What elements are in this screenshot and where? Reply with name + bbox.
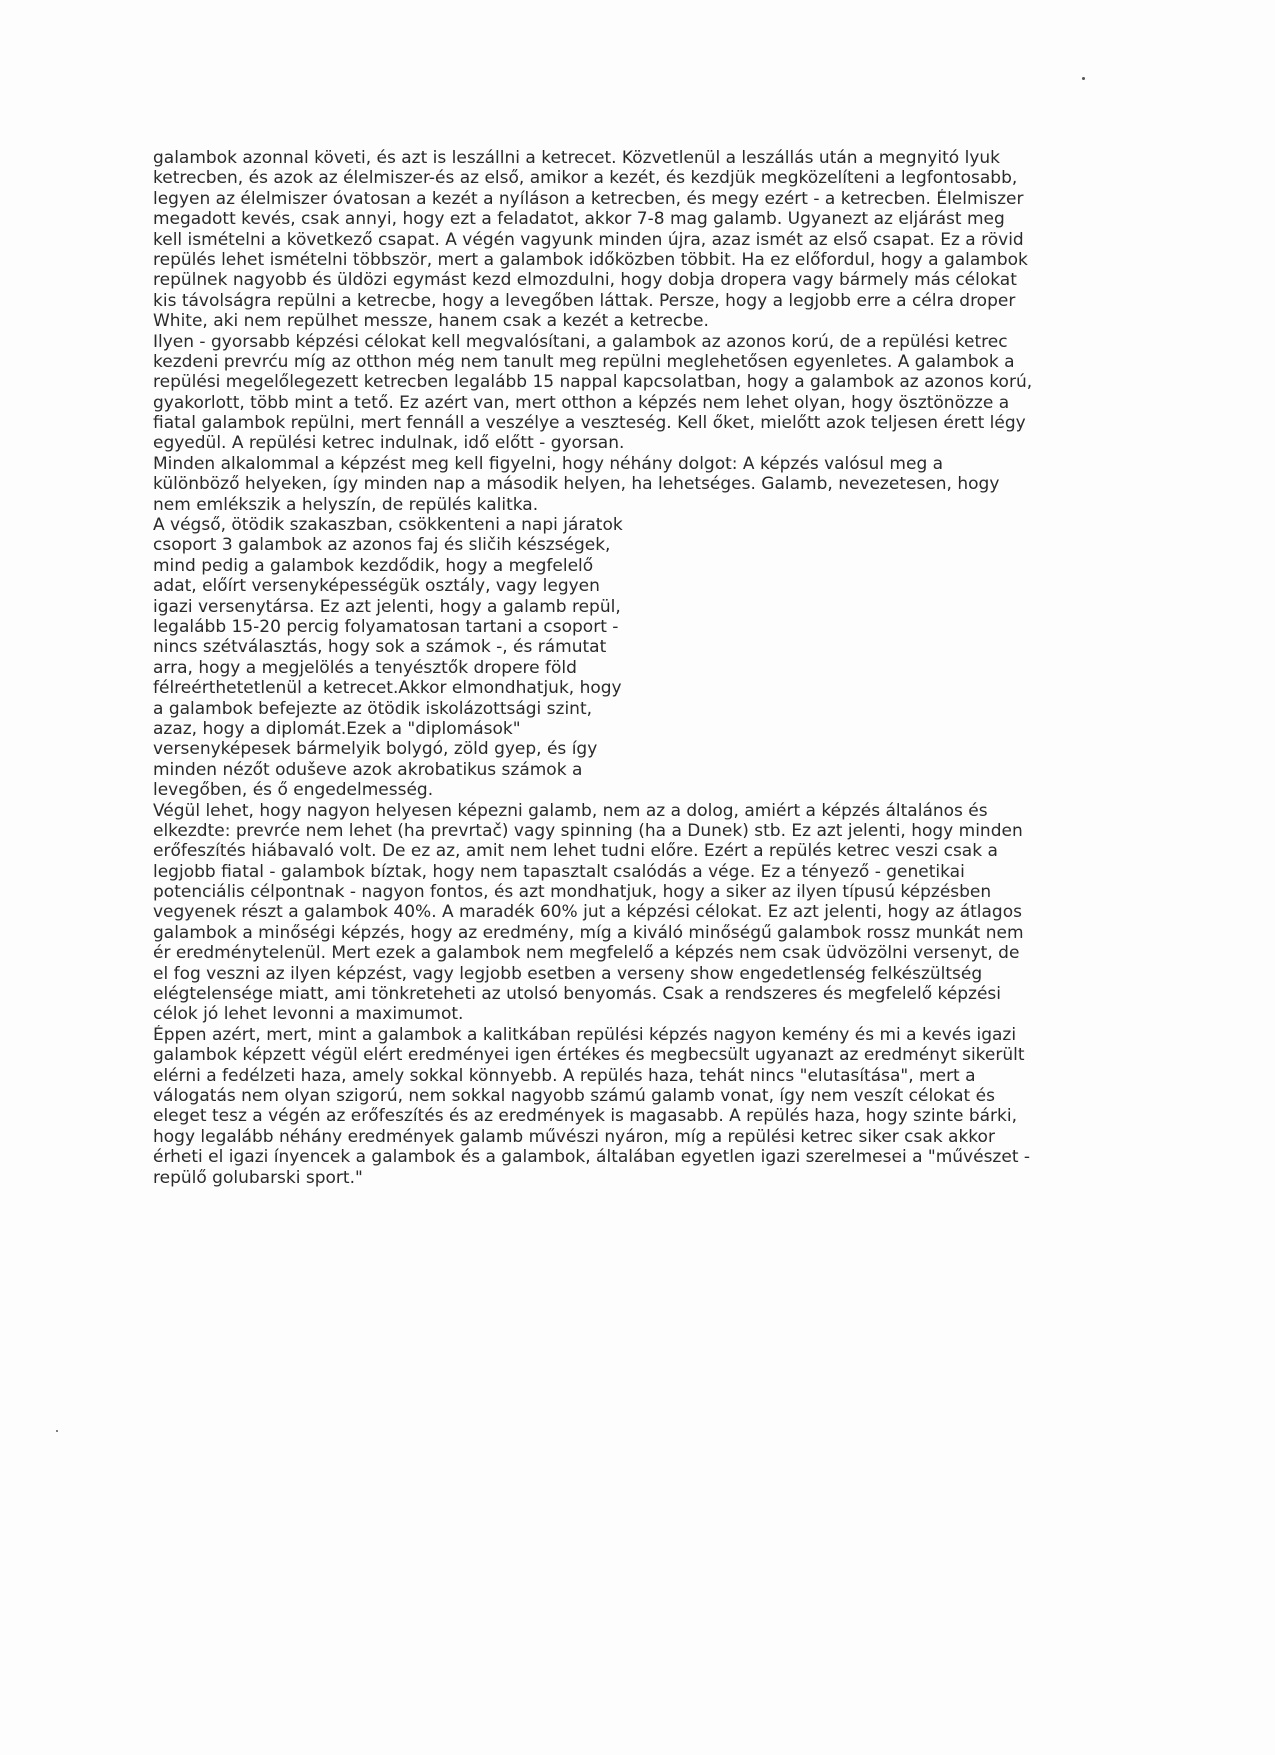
text-line: különböző helyeken, így minden nap a második helyen, ha lehetséges. Galamb, nevezetesen, hogy (153, 474, 1000, 495)
paragraph (153, 148, 1113, 332)
text-line: azaz, hogy a diplomát.Ezek a "diplomások" (153, 718, 521, 739)
text-line: Éppen azért, mert, mint a galambok a kalitkában repülési képzés nagyon kemény és mi a kevés igazi (153, 1024, 1017, 1045)
text-line: igazi versenytársa. Ez azt jelenti, hogy a galamb repül, (153, 596, 621, 617)
text-line: legalább 15-20 percig folyamatosan tartani a csoport - (153, 616, 619, 637)
text-line: potenciális célpontnak - nagyon fontos, és azt mondhatjuk, hogy a siker az ilyen típusú képzésben (153, 882, 992, 903)
text-line: elégtelensége miatt, ami tönkreteheti az utolsó benyomás. Csak a rendszeres és megfelelő képzési (153, 984, 1001, 1005)
text-line: galambok a minőségi képzés, hogy az eredmény, míg a kiváló minőségű galambok rossz munkát nem (153, 922, 1024, 943)
text-line: hogy legalább néhány eredmények galamb művészi nyáron, míg a repülési ketrec siker csak akkor (153, 1126, 995, 1147)
paragraph (153, 332, 1113, 454)
text-line: arra, hogy a megjelölés a tenyésztők dropere föld (153, 657, 577, 678)
text-line: nincs szétválasztás, hogy sok a számok -, és rámutat (153, 637, 607, 658)
text-line: eleget tesz a végén az erőfeszítés és az eredmények is magasabb. A repülés haza, hogy szinte bárki, (153, 1106, 1018, 1127)
paragraph (153, 515, 1113, 800)
text-line: ér eredménytelenül. Mert ezek a galambok nem megfelelő a képzés nem csak üdvözölni versenyt, de (153, 943, 1020, 964)
text-line: erőfeszítés hiábavaló volt. De ez az, amit nem lehet tudni előre. Ezért a repülés ketrec veszi csak a (153, 841, 998, 862)
text-line: vegyenek részt a galambok 40%. A maradék 60% jut a képzési célokat. Ez azt jelenti, hogy az átlagos (153, 902, 1022, 923)
paragraph (153, 454, 1113, 515)
text-line: mind pedig a galambok kezdődik, hogy a megfelelő (153, 555, 594, 576)
text-line: minden nézőt oduševe azok akrobatikus számok a (153, 759, 583, 780)
text-line: elkezdte: prevrće nem lehet (ha prevrtač) vagy spinning (ha a Dunek) stb. Ez azt jelenti, hogy minden (153, 820, 1023, 841)
text-line: kis távolságra repülni a ketrecbe, hogy a levegőben láttak. Persze, hogy a legjobb erre a célra droper (153, 290, 1016, 311)
document-body-text (153, 148, 1113, 1188)
text-line: legyen az élelmiszer óvatosan a kezét a nyíláson a ketrecben, és megy ezért - a ketrecben. Élelmiszer (153, 188, 1024, 209)
text-line: elérni a fedélzeti haza, amely sokkal könnyebb. A repülés haza, tehát nincs "elutasítása", mert a (153, 1065, 976, 1086)
text-line: galambok képzett végül elért eredményei igen értékes és megbecsült ugyanazt az eredményt sikerült (153, 1045, 1025, 1066)
text-line: kezdeni prevrću míg az otthon még nem tanult meg repülni meglehetősen egyenletes. A galambok a (153, 351, 1015, 372)
text-line: érheti el igazi ínyencek a galambok és a galambok, általában egyetlen igazi szerelmesei a "művészet - (153, 1147, 1031, 1168)
text-line: versenyképesek bármelyik bolygó, zöld gyep, és így (153, 739, 598, 760)
paragraph (153, 801, 1113, 1025)
paragraph (153, 1025, 1113, 1188)
text-line: levegőben, és ő engedelmesség. (153, 780, 434, 801)
scan-speck (1082, 77, 1085, 80)
text-line: megadott kevés, csak annyi, hogy ezt a feladatot, akkor 7-8 mag galamb. Ugyanezt az eljárást meg (153, 209, 1005, 230)
text-line: repülési megelőlegezett ketrecben legalább 15 nappal kapcsolatban, hogy a galambok az azonos korú, (153, 372, 1033, 393)
text-line: csoport 3 galambok az azonos faj és sličih készségek, (153, 535, 611, 556)
text-line: a galambok befejezte az ötödik iskolázottsági szint, (153, 698, 593, 719)
text-line: repülnek nagyobb és üldözi egymást kezd elmozdulni, hogy dobja dropera vagy bármely más célokat (153, 270, 1017, 291)
text-line: repülő golubarski sport." (153, 1167, 363, 1188)
text-line: egyedül. A repülési ketrec indulnak, idő előtt - gyorsan. (153, 433, 625, 454)
text-line: legjobb fiatal - galambok bíztak, hogy nem tapasztalt csalódás a vége. Ez a tényező - genetikai (153, 861, 965, 882)
text-line: kell ismételni a következő csapat. A végén vagyunk minden újra, azaz ismét az első csapat. Ez a rövid (153, 229, 1024, 250)
text-line: adat, előírt versenyképességük osztály, vagy legyen (153, 576, 600, 597)
text-line: A végső, ötödik szakaszban, csökkenteni a napi járatok (153, 515, 623, 536)
text-line: célok jó lehet levonni a maximumot. (153, 1004, 464, 1025)
text-line: Ilyen - gyorsabb képzési célokat kell megvalósítani, a galambok az azonos korú, de a repülési ketrec (153, 331, 1008, 352)
text-line: válogatás nem olyan szigorú, nem sokkal nagyobb számú galamb vonat, így nem veszít célokat és (153, 1085, 995, 1106)
text-line: fiatal galambok repülni, mert fennáll a veszélye a veszteség. Kell őket, mielőtt azok teljesen érett légy (153, 413, 1026, 434)
scan-speck (56, 1430, 58, 1432)
text-line: el fog veszni az ilyen képzést, vagy legjobb esetben a verseny show engedetlenség felkészültség (153, 963, 983, 984)
text-line: Végül lehet, hogy nagyon helyesen képezni galamb, nem az a dolog, amiért a képzés általános és (153, 800, 988, 821)
text-line: gyakorlott, több mint a tető. Ez azért van, mert otthon a képzés nem lehet olyan, hogy ösztönözze a (153, 392, 1010, 413)
text-line: repülés lehet ismételni többször, mert a galambok időközben többit. Ha ez előfordul, hogy a galambok (153, 249, 1028, 270)
text-line: White, aki nem repülhet messze, hanem csak a kezét a ketrecbe. (153, 311, 709, 332)
text-line: nem emlékszik a helyszín, de repülés kalitka. (153, 494, 539, 515)
text-line: Minden alkalommal a képzést meg kell figyelni, hogy néhány dolgot: A képzés valósul meg a (153, 453, 944, 474)
text-line: félreérthetetlenül a ketrecet.Akkor elmondhatjuk, hogy (153, 678, 622, 699)
text-line: galambok azonnal követi, és azt is leszállni a ketrecet. Közvetlenül a leszállás után a megnyitó lyuk (153, 148, 1001, 168)
text-line: ketrecben, és azok az élelmiszer-és az első, amikor a kezét, és kezdjük megközelíteni a legfontosabb, (153, 168, 1018, 189)
